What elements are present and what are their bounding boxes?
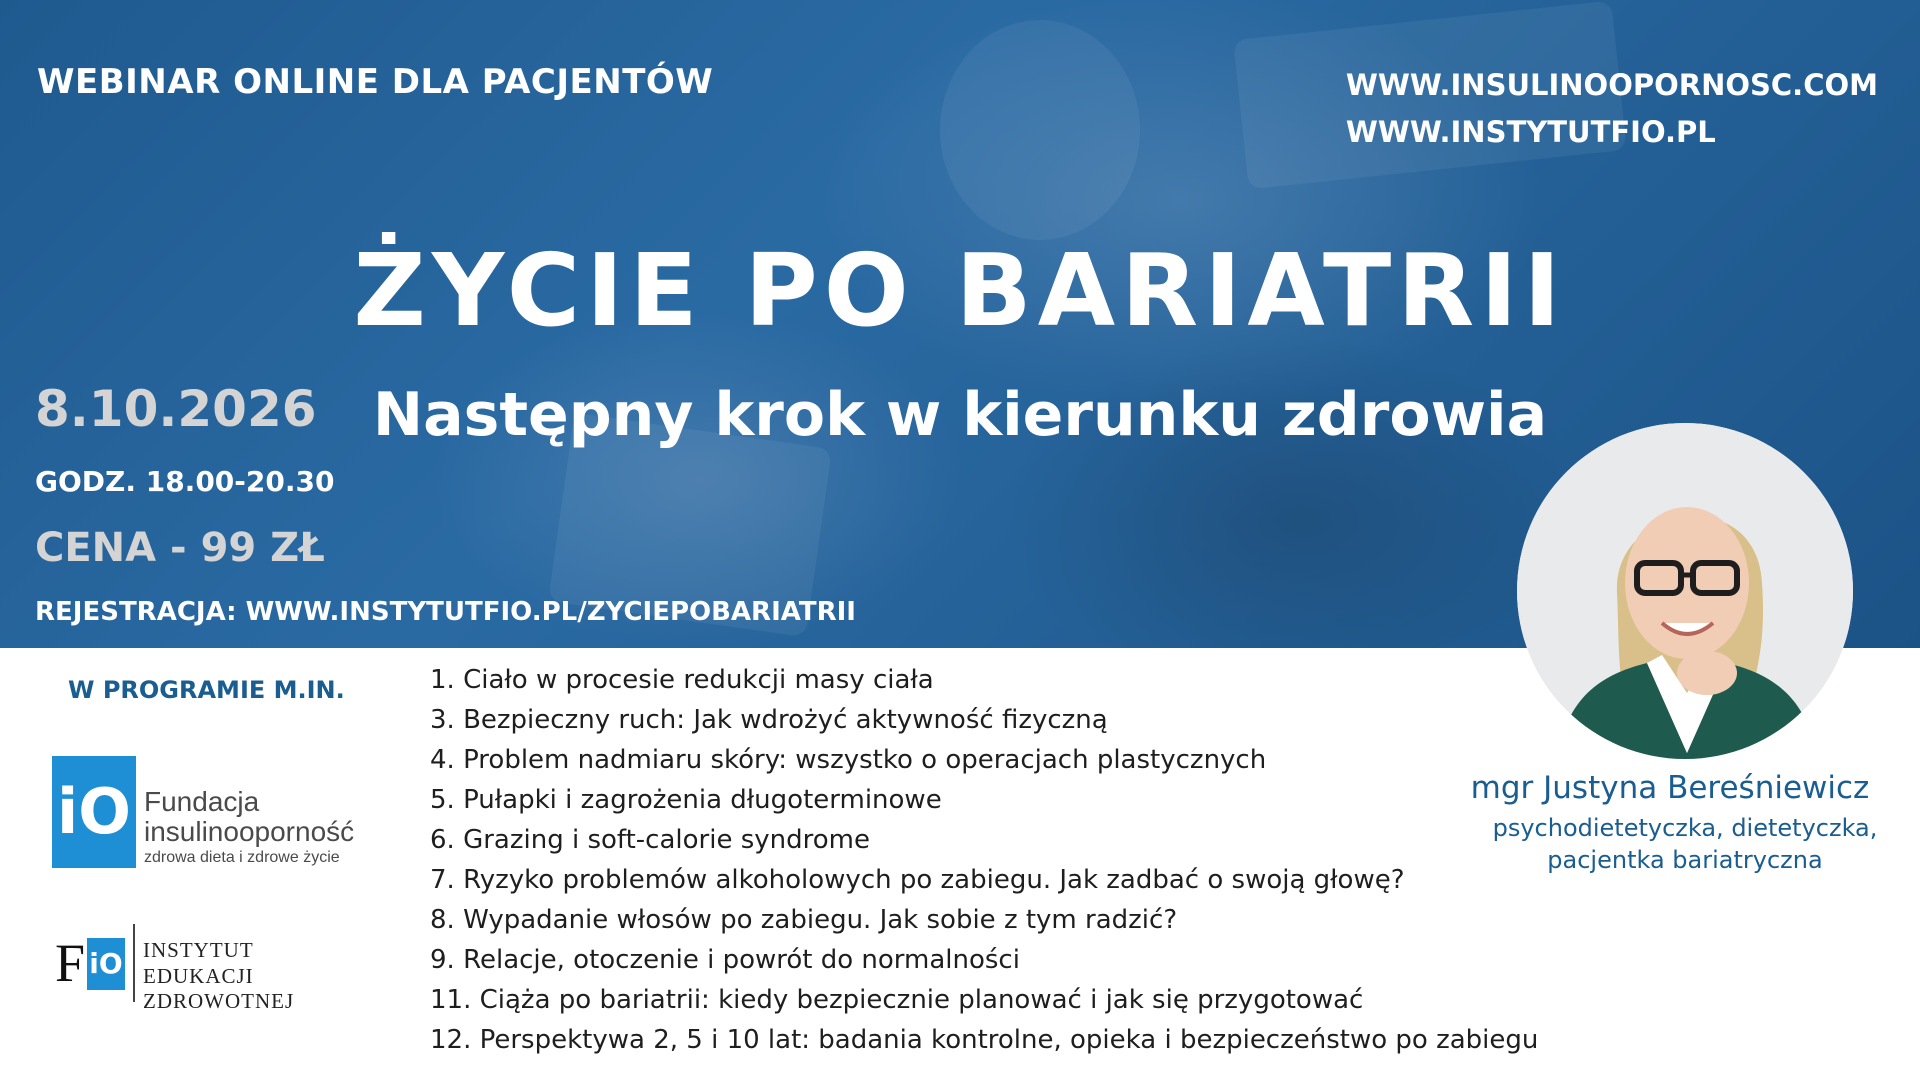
list-item: 4. Problem nadmiaru skóry: wszystko o operacjach plastycznych (430, 745, 1267, 775)
program-label: W PROGRAMIE M.IN. (68, 676, 345, 704)
io-logo-icon: iO (87, 938, 125, 990)
logo-tagline: zdrowa dieta i zdrowe życie (144, 849, 340, 866)
instytut-logo (55, 924, 405, 1013)
speaker-photo (1517, 423, 1853, 759)
speaker-role: pacjentka bariatryczna (1547, 846, 1823, 874)
event-type-label: WEBINAR ONLINE DLA PACJENTÓW (37, 62, 714, 102)
event-date: 8.10.2026 (35, 380, 317, 438)
header-links (1346, 62, 1878, 156)
logo-text: EDUKACJI ZDROWOTNEJ (143, 964, 295, 1013)
logo-divider (133, 924, 135, 1002)
fundacja-logo (52, 756, 382, 876)
speaker-portrait-icon (1517, 423, 1853, 759)
logo-text: insulinooporność (144, 816, 355, 847)
website-link-instytutfio[interactable]: WWW.INSTYTUTFIO.PL (1345, 115, 1716, 149)
logo-letter-f: F (55, 933, 86, 993)
list-item: 5. Pułapki i zagrożenia długoterminowe (430, 785, 942, 815)
logo-text: INSTYTUT (143, 938, 254, 962)
speaker-role: psychodietetyczka, dietetyczka, (1492, 814, 1878, 842)
registration-link[interactable]: REJESTRACJA: WWW.INSTYTUTFIO.PL/ZYCIEPOBARIATRII (35, 597, 856, 627)
io-logo-icon: iO (52, 756, 136, 868)
list-item: 6. Grazing i soft-calorie syndrome (430, 825, 870, 855)
list-item: 8. Wypadanie włosów po zabiegu. Jak sobie z tym radzić? (430, 905, 1178, 935)
logo-text: Fundacja (144, 786, 260, 817)
list-item: 1. Ciało w procesie redukcji masy ciała (430, 665, 934, 695)
event-hours: GODZ. 18.00-20.30 (35, 465, 335, 498)
list-item: 9. Relacje, otoczenie i powrót do normalności (430, 945, 1020, 975)
page-title: ŻYCIE PO BARIATRII (353, 232, 1567, 349)
list-item: 12. Perspektywa 2, 5 i 10 lat: badania kontrolne, opieka i bezpieczeństwo po zabiegu (430, 1025, 1539, 1055)
list-item: 3. Bezpieczny ruch: Jak wdrożyć aktywność fizyczną (430, 705, 1108, 735)
website-link-insulinoopornosc[interactable]: WWW.INSULINOOPORNOSC.COM (1345, 68, 1878, 102)
list-item: 11. Ciąża po bariatrii: kiedy bezpiecznie planować i jak się przygotować (430, 985, 1364, 1015)
page-subtitle: Następny krok w kierunku zdrowia (372, 380, 1548, 450)
background-decoration (940, 20, 1140, 240)
program-list (430, 660, 1538, 1060)
list-item: 7. Ryzyko problemów alkoholowych po zabiegu. Jak zadbać o swoją głowę? (430, 865, 1405, 895)
speaker-name: mgr Justyna Bereśniewicz (1470, 770, 1870, 806)
event-price: CENA - 99 ZŁ (35, 525, 325, 571)
